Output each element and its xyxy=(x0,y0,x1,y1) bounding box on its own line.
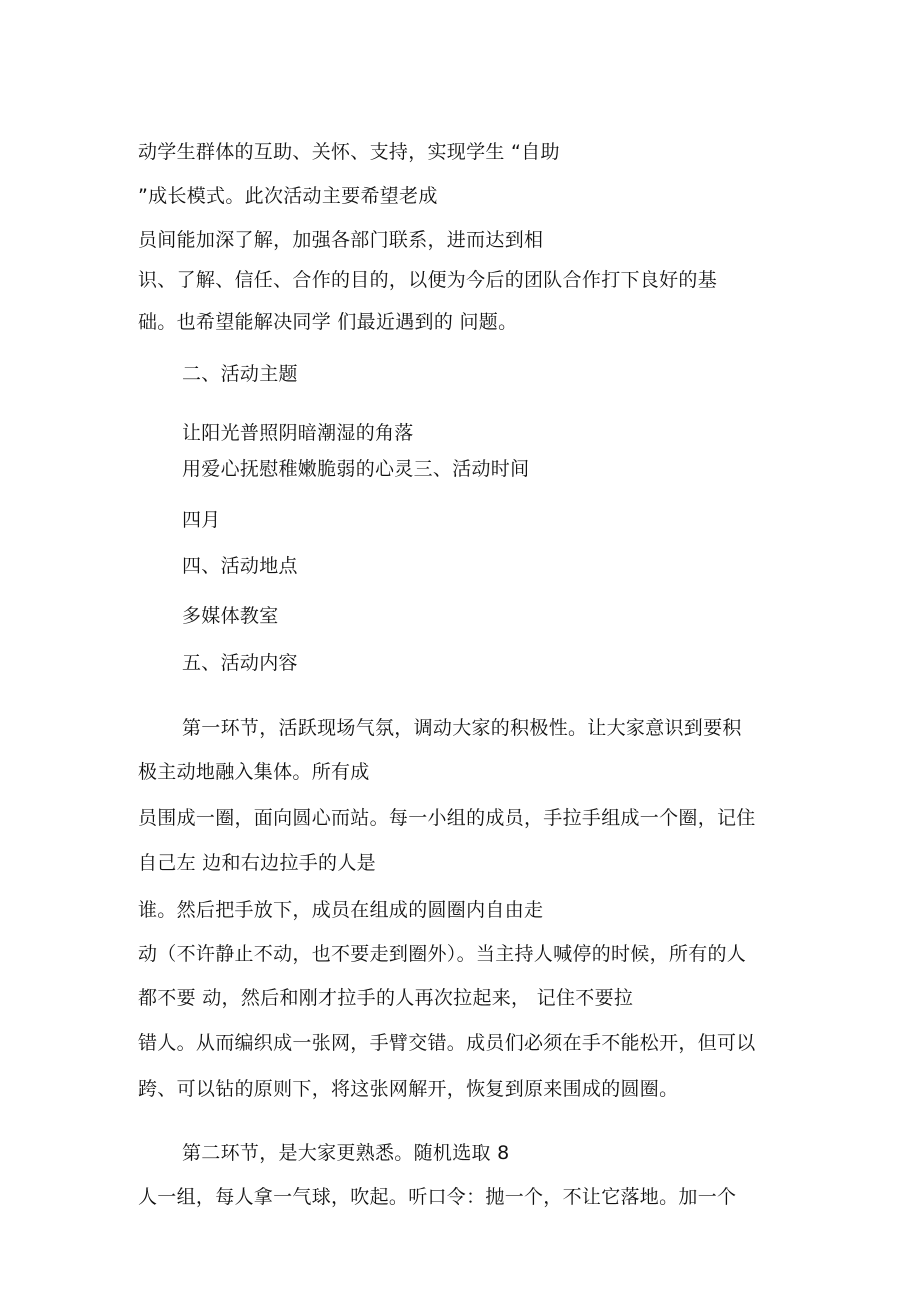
part2-line: 第二环节，是大家更熟悉。随机选取 8 xyxy=(182,1142,510,1164)
section-heading-location: 四、活动地点 xyxy=(182,555,298,577)
part1-line: 动（不许静止不动，也不要走到圈外）。当主持人喊停的时候，所有的人 xyxy=(138,943,747,965)
theme-line: 用爱心抚慰稚嫩脆弱的心灵三、活动时间 xyxy=(182,458,530,480)
part1-line: 都不要 动，然后和刚才拉手的人再次拉起来， 记住不要拉 xyxy=(138,987,634,1009)
intro-line: ”成长模式。此次活动主要希望老成 xyxy=(138,185,438,207)
part1-line: 错人。从而编织成一张网，手臂交错。成员们必须在手不能松开，但可以 xyxy=(138,1032,756,1054)
intro-line: 识、了解、信任、合作的目的，以便为今后的团队合作打下良好的基 xyxy=(138,269,718,291)
part1-line: 跨、可以钻的原则下，将这张网解开，恢复到原来围成的圆圈。 xyxy=(138,1078,679,1100)
part1-line: 第一环节，活跃现场气氛，调动大家的积极性。让大家意识到要积 xyxy=(182,717,742,739)
theme-line: 让阳光普照阴暗潮湿的角落 xyxy=(182,422,414,444)
intro-line: 础。也希望能解决同学 们最近遇到的 问题。 xyxy=(138,311,518,333)
section-heading-content: 五、活动内容 xyxy=(182,652,298,674)
intro-line: 动学生群体的互助、关怀、支持，实现学生 “自助 xyxy=(138,141,560,163)
intro-line: 员间能加深了解，加强各部门联系，进而达到相 xyxy=(138,229,544,251)
part1-line: 谁。然后把手放下，成员在组成的圆圈内自由走 xyxy=(138,899,544,921)
part1-line: 员围成一圈，面向圆心而站。每一小组的成员，手拉手组成一个圈，记住 xyxy=(138,807,756,829)
part1-line: 极主动地融入集体。所有成 xyxy=(138,761,370,783)
location-value: 多媒体教室 xyxy=(182,605,279,627)
time-value: 四月 xyxy=(182,509,221,531)
part1-line: 自己左 边和右边拉手的人是 xyxy=(138,852,376,874)
part2-line: 人一组，每人拿一气球，吹起。听口令：抛一个，不让它落地。加一个 xyxy=(138,1186,737,1208)
section-heading-theme: 二、活动主题 xyxy=(182,363,298,385)
